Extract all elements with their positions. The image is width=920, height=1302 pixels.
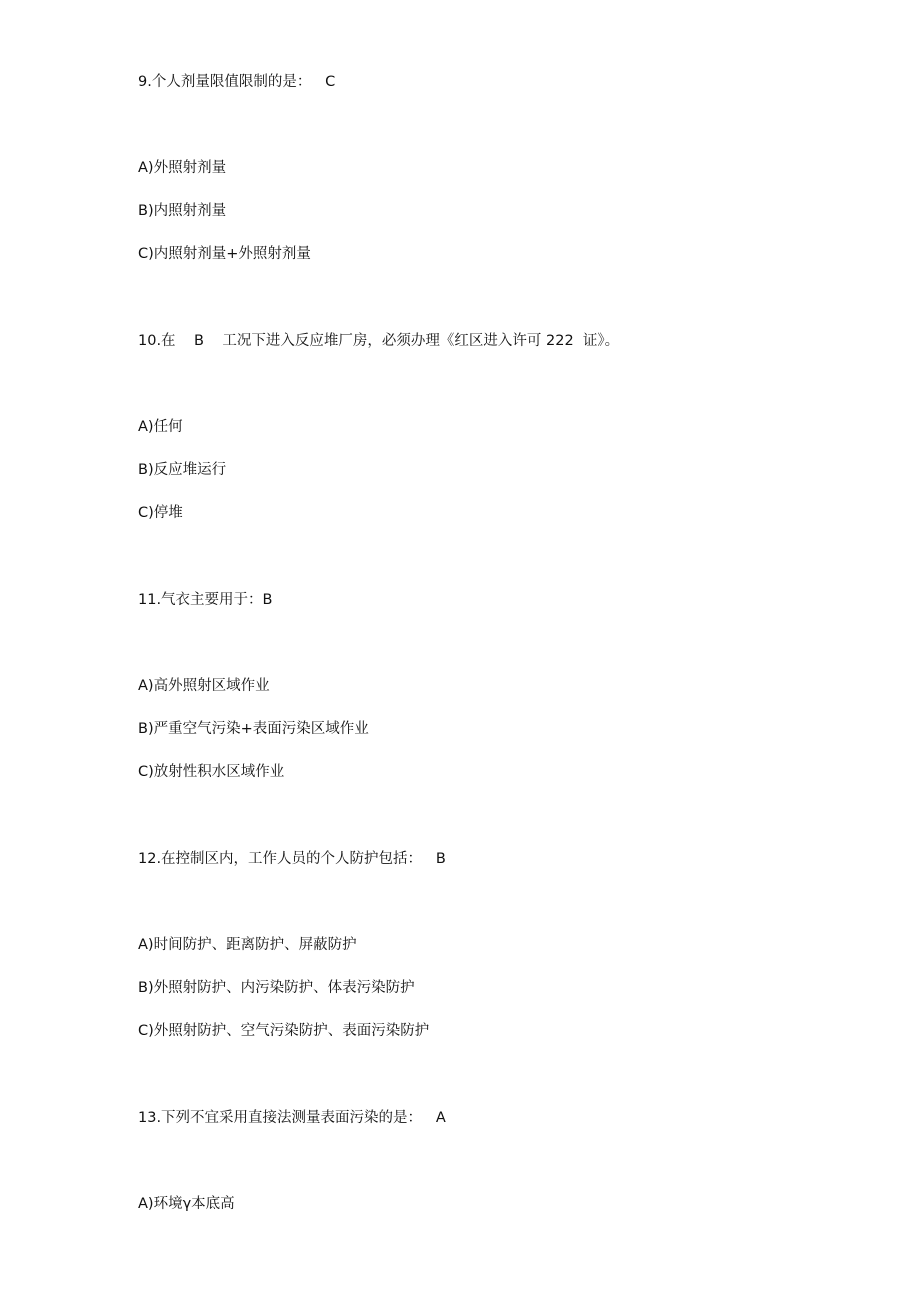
question-11-option-b: B)严重空气污染+表面污染区域作业 [138,721,369,737]
question-9-option-b: B)内照射剂量 [138,203,227,219]
question-12-option-c: C)外照射防护、空气污染防护、表面污染防护 [138,1023,430,1039]
question-11-option-c: C)放射性积水区域作业 [138,764,285,780]
question-9-option-a: A)外照射剂量 [138,160,227,176]
question-11-option-a: A)高外照射区域作业 [138,678,270,694]
question-12-option-a: A)时间防护、距离防护、屏蔽防护 [138,937,357,953]
question-13: 13.下列不宜采用直接法测量表面污染的是： A [138,1110,446,1126]
question-10-option-a: A)任何 [138,419,183,435]
question-9-option-c: C)内照射剂量+外照射剂量 [138,246,311,262]
question-12-option-b: B)外照射防护、内污染防护、体表污染防护 [138,980,415,996]
question-10: 10.在 B 工况下进入反应堆厂房，必须办理《红区进入许可 222 证》。 [138,333,620,349]
question-13-option-a: A)环境γ本底高 [138,1196,235,1212]
question-10-option-b: B)反应堆运行 [138,462,227,478]
question-12: 12.在控制区内，工作人员的个人防护包括： B [138,851,446,867]
question-11: 11.气衣主要用于：B [138,592,273,608]
question-10-option-c: C)停堆 [138,505,183,521]
question-9: 9.个人剂量限值限制的是： C [138,74,336,90]
